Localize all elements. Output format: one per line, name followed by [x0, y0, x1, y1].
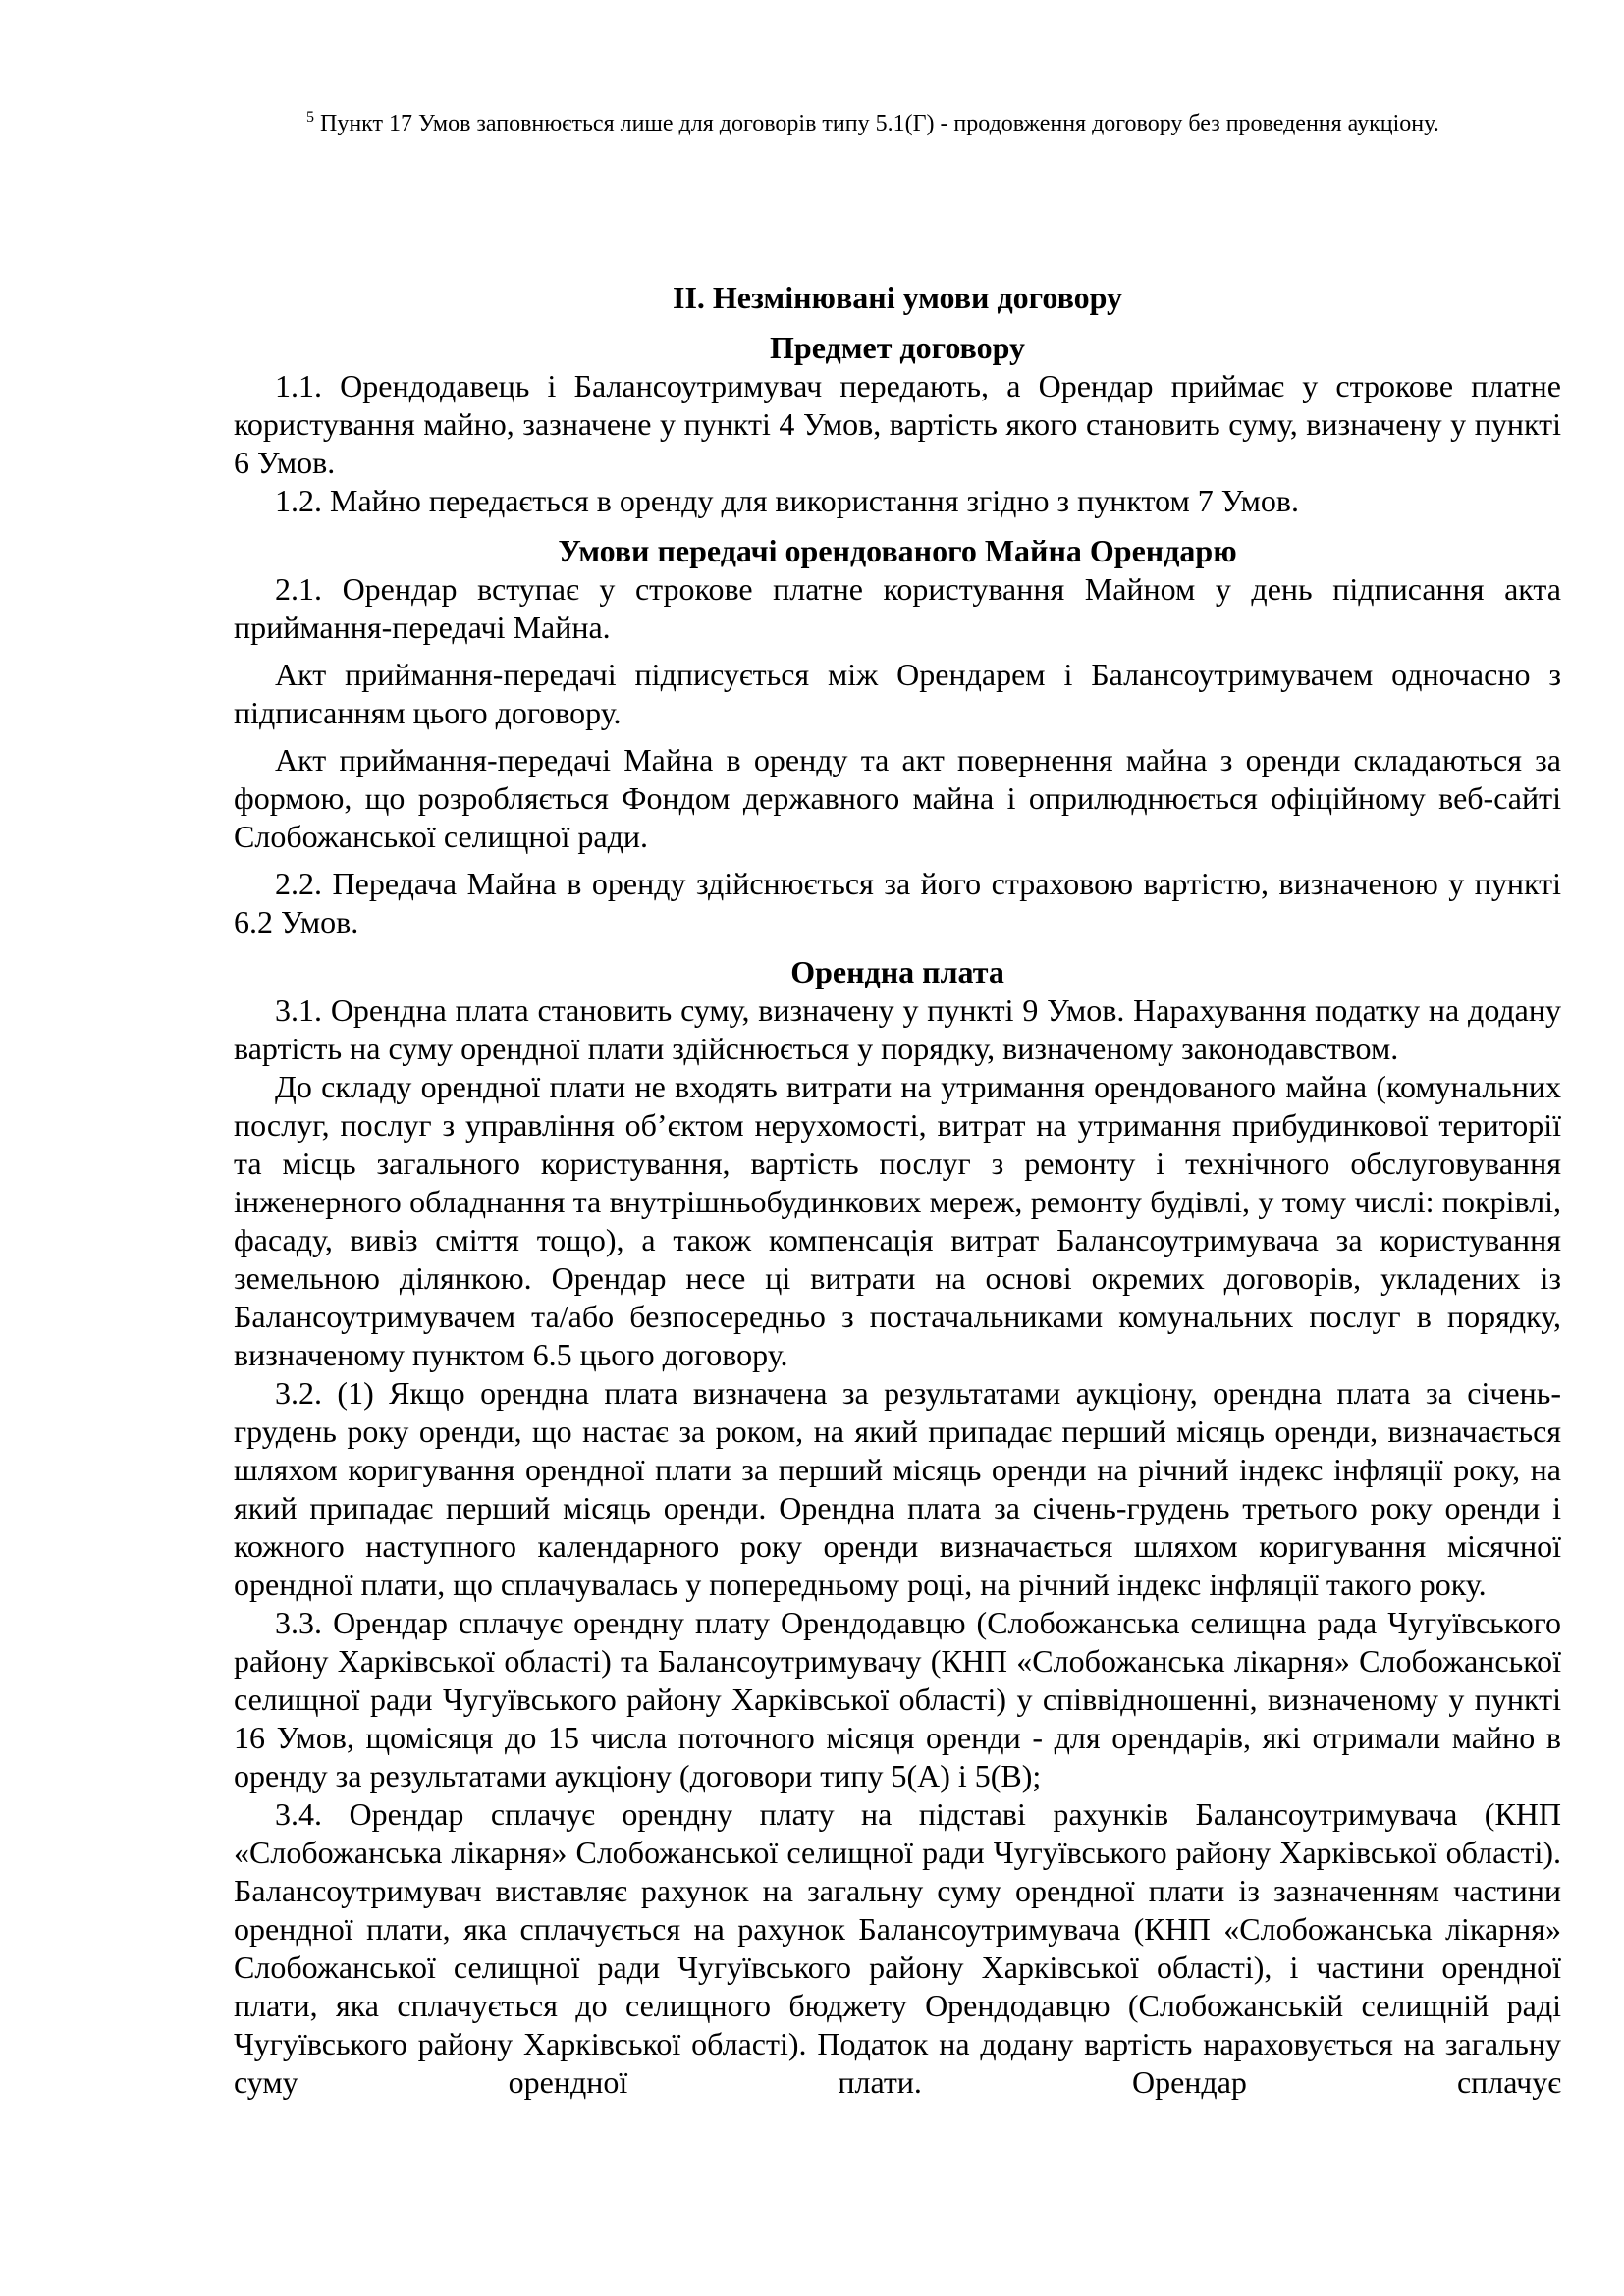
paragraph-3-4: 3.4. Орендар сплачує орендну плату на підставі рахунків Балансоутримувача (КНП «Слобожанська лікарня» Слобожанської селищної ради Чугуївського району Харківської області). Балансоутримувач виставляє рахунок на загальну суму орендної плати із зазначенням частини орендної плати, яка сплачується на рахунок Балансоутримувача (КНП «Слобожанська лікарня» Слобожанської селищної ради Чугуївського району Харківської області), і частини орендної плати, яка сплачується до селищного бюджету Орендодавцю (Слобожанській селищній раді Чугуївського району Харківської області). Податок на додану вартість нараховується на загальну суму орендної плати. Орендар сплачує — [234, 1796, 1561, 2100]
paragraph-1-1: 1.1. Орендодавець і Балансоутримувач передають, а Орендар приймає у строкове платне користування майно, зазначене у пункті 4 Умов, вартість якого становить суму, визначену у пункті 6 Умов. — [234, 368, 1561, 480]
paragraph-3-1: 3.1. Орендна плата становить суму, визначену у пункті 9 Умов. Нарахування податку на додану вартість на суму орендної плати здійснюється у порядку, визначеному законодавством. — [234, 992, 1561, 1066]
section-title: ІІ. Незмінювані умови договору — [672, 280, 1123, 315]
footnote-number: 5 — [306, 109, 314, 126]
paragraph-2-1-act: Акт приймання-передачі підписується між Орендарем і Балансоутримувачем одночасно з підписанням цього договору. — [234, 657, 1561, 730]
paragraph-3-1-costs: До складу орендної плати не входять витрати на утримання орендованого майна (комунальних послуг, послуг з управління об’єктом нерухомості, витрат на утримання прибудинкової території та місць загального користування, вартість послуг з ремонту і технічного обслуговування інженерного обладнання та внутрішньобудинкових мереж, ремонту будівлі, у тому числі: покрівлі, фасаду, вивіз сміття тощо), а також компенсація витрат Балансоутримувача за користування земельною ділянкою. Орендар несе ці витрати на основі окремих договорів, укладених із Балансоутримувачем та/або безпосередньо з постачальниками комунальних послуг в порядку, визначеному пунктом 6.5 цього договору. — [234, 1069, 1561, 1372]
heading-rent-payment: Орендна плата — [790, 954, 1004, 989]
heading-transfer-conditions: Умови передачі орендованого Майна Орендарю — [558, 533, 1237, 568]
paragraph-3-2: 3.2. (1) Якщо орендна плата визначена за результатами аукціону, орендна плата за січень-грудень року оренди, що настає за роком, на який припадає перший місяць оренди, визначається шляхом коригування орендної плати за перший місяць оренди на річний індекс інфляції року, на який припадає перший місяць оренди. Орендна плата за січень-грудень третього року оренди і кожного наступного календарного року оренди визначається шляхом коригування місячної орендної плати, що сплачувалась у попередньому році, на річний індекс інфляції такого року. — [234, 1375, 1561, 1602]
paragraph-2-2: 2.2. Передача Майна в оренду здійснюється за його страховою вартістю, визначеною у пункті 6.2 Умов. — [234, 866, 1561, 939]
heading-subject: Предмет договору — [770, 330, 1025, 365]
footnote — [234, 108, 1561, 140]
paragraph-3-3: 3.3. Орендар сплачує орендну плату Орендодавцю (Слобожанська селищна рада Чугуївського району Харківської області) та Балансоутримувачу (КНП «Слобожанська лікарня» Слобожанської селищної ради Чугуївського району Харківської області) у співвідношенні, визначеному у пункті 16 Умов, щомісяця до 15 числа поточного місяця оренди - для орендарів, які отримали майно в оренду за результатами аукціону (договори типу 5(А) і 5(В); — [234, 1605, 1561, 1793]
document-page — [234, 108, 1561, 2102]
paragraph-1-2: 1.2. Майно передається в оренду для використання згідно з пунктом 7 Умов. — [275, 483, 1299, 518]
paragraph-2-1: 2.1. Орендар вступає у строкове платне користування Майном у день підписання акта приймання-передачі Майна. — [234, 571, 1561, 645]
footnote-text: Пункт 17 Умов заповнюється лише для договорів типу 5.1(Г) - продовження договору без проведення аукціону. — [320, 111, 1439, 136]
paragraph-2-1-act-form: Акт приймання-передачі Майна в оренду та акт повернення майна з оренди складаються за формою, що розробляється Фондом державного майна і оприлюднюється офіційному веб-сайті Слобожанської селищної ради. — [234, 742, 1561, 854]
